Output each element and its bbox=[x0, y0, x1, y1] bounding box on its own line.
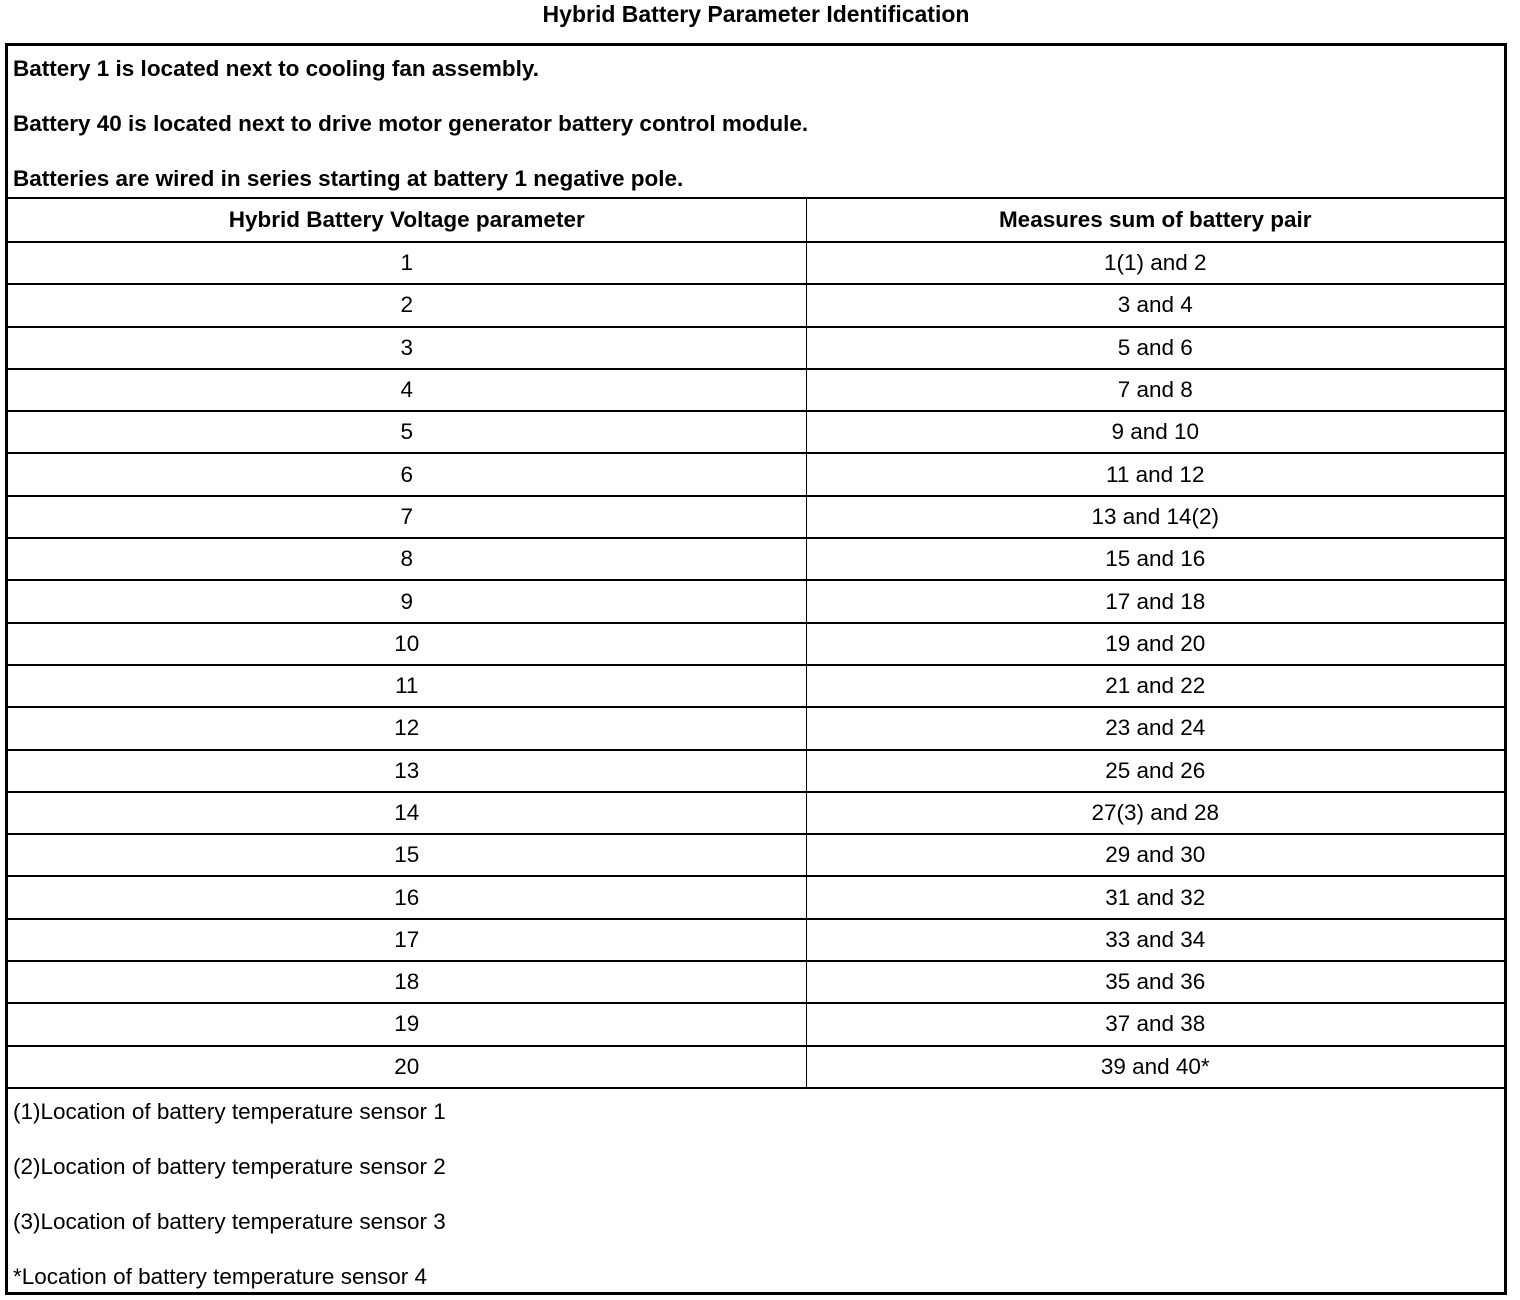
battery-pair-cell: 1(1) and 2 bbox=[806, 242, 1504, 284]
header-voltage-parameter: Hybrid Battery Voltage parameter bbox=[8, 199, 806, 242]
battery-pair-cell: 39 and 40* bbox=[806, 1046, 1504, 1088]
table-row bbox=[8, 538, 1504, 580]
table-header-row bbox=[8, 199, 1504, 242]
voltage-parameter-cell: 4 bbox=[8, 369, 806, 411]
table-row bbox=[8, 1003, 1504, 1045]
table-row bbox=[8, 919, 1504, 961]
table-row bbox=[8, 961, 1504, 1003]
table-row bbox=[8, 242, 1504, 284]
battery-pair-cell: 37 and 38 bbox=[806, 1003, 1504, 1045]
battery-pair-cell: 27(3) and 28 bbox=[806, 792, 1504, 834]
table-body bbox=[8, 242, 1504, 1088]
voltage-parameter-cell: 17 bbox=[8, 919, 806, 961]
voltage-parameter-cell: 16 bbox=[8, 876, 806, 918]
battery-pair-cell: 5 and 6 bbox=[806, 327, 1504, 369]
footnote-sensor-3: (3)Location of battery temperature sensor 3 bbox=[13, 1209, 446, 1234]
voltage-parameter-cell: 13 bbox=[8, 750, 806, 792]
voltage-parameter-cell: 14 bbox=[8, 792, 806, 834]
table-row bbox=[8, 792, 1504, 834]
footnote-sensor-4: *Location of battery temperature sensor 4 bbox=[13, 1264, 427, 1289]
battery-pair-cell: 21 and 22 bbox=[806, 665, 1504, 707]
parameter-table bbox=[8, 199, 1504, 1089]
battery-pair-cell: 3 and 4 bbox=[806, 284, 1504, 326]
voltage-parameter-cell: 18 bbox=[8, 961, 806, 1003]
footnote-sensor-1: (1)Location of battery temperature sensor 1 bbox=[13, 1099, 446, 1124]
document-title: Hybrid Battery Parameter Identification bbox=[542, 1, 970, 27]
voltage-parameter-cell: 10 bbox=[8, 623, 806, 665]
table-row bbox=[8, 284, 1504, 326]
battery-pair-cell: 25 and 26 bbox=[806, 750, 1504, 792]
table-row bbox=[8, 750, 1504, 792]
voltage-parameter-cell: 1 bbox=[8, 242, 806, 284]
table-row bbox=[8, 580, 1504, 622]
battery-pair-cell: 31 and 32 bbox=[806, 876, 1504, 918]
table-row bbox=[8, 327, 1504, 369]
battery-pair-cell: 19 and 20 bbox=[806, 623, 1504, 665]
battery-pair-cell: 13 and 14(2) bbox=[806, 496, 1504, 538]
battery-pair-cell: 29 and 30 bbox=[806, 834, 1504, 876]
table-row bbox=[8, 411, 1504, 453]
voltage-parameter-cell: 3 bbox=[8, 327, 806, 369]
battery-pair-cell: 9 and 10 bbox=[806, 411, 1504, 453]
footnote-sensor-2: (2)Location of battery temperature sensor 2 bbox=[13, 1154, 446, 1179]
voltage-parameter-cell: 8 bbox=[8, 538, 806, 580]
table-row bbox=[8, 496, 1504, 538]
voltage-parameter-cell: 15 bbox=[8, 834, 806, 876]
battery-pair-cell: 35 and 36 bbox=[806, 961, 1504, 1003]
voltage-parameter-cell: 5 bbox=[8, 411, 806, 453]
battery-pair-cell: 11 and 12 bbox=[806, 453, 1504, 495]
table-row bbox=[8, 707, 1504, 749]
battery-pair-cell: 23 and 24 bbox=[806, 707, 1504, 749]
voltage-parameter-cell: 2 bbox=[8, 284, 806, 326]
table-row bbox=[8, 876, 1504, 918]
note-battery-1-location: Battery 1 is located next to cooling fan assembly. bbox=[13, 56, 539, 81]
header-battery-pair: Measures sum of battery pair bbox=[806, 199, 1504, 242]
voltage-parameter-cell: 11 bbox=[8, 665, 806, 707]
table-row bbox=[8, 369, 1504, 411]
table-row bbox=[8, 834, 1504, 876]
note-battery-40-location: Battery 40 is located next to drive motor generator battery control module. bbox=[13, 111, 809, 136]
table-row bbox=[8, 623, 1504, 665]
table-row bbox=[8, 453, 1504, 495]
voltage-parameter-cell: 19 bbox=[8, 1003, 806, 1045]
voltage-parameter-cell: 9 bbox=[8, 580, 806, 622]
table-row bbox=[8, 1046, 1504, 1088]
voltage-parameter-cell: 20 bbox=[8, 1046, 806, 1088]
note-series-wiring: Batteries are wired in series starting at battery 1 negative pole. bbox=[13, 166, 684, 191]
table-row bbox=[8, 665, 1504, 707]
battery-pair-cell: 17 and 18 bbox=[806, 580, 1504, 622]
battery-pair-cell: 15 and 16 bbox=[806, 538, 1504, 580]
voltage-parameter-cell: 7 bbox=[8, 496, 806, 538]
notes-section bbox=[8, 46, 1504, 199]
voltage-parameter-cell: 6 bbox=[8, 453, 806, 495]
voltage-parameter-cell: 12 bbox=[8, 707, 806, 749]
battery-pair-cell: 33 and 34 bbox=[806, 919, 1504, 961]
footnotes-section bbox=[8, 1089, 1504, 1292]
battery-pair-cell: 7 and 8 bbox=[806, 369, 1504, 411]
parameter-table-frame bbox=[5, 43, 1507, 1295]
